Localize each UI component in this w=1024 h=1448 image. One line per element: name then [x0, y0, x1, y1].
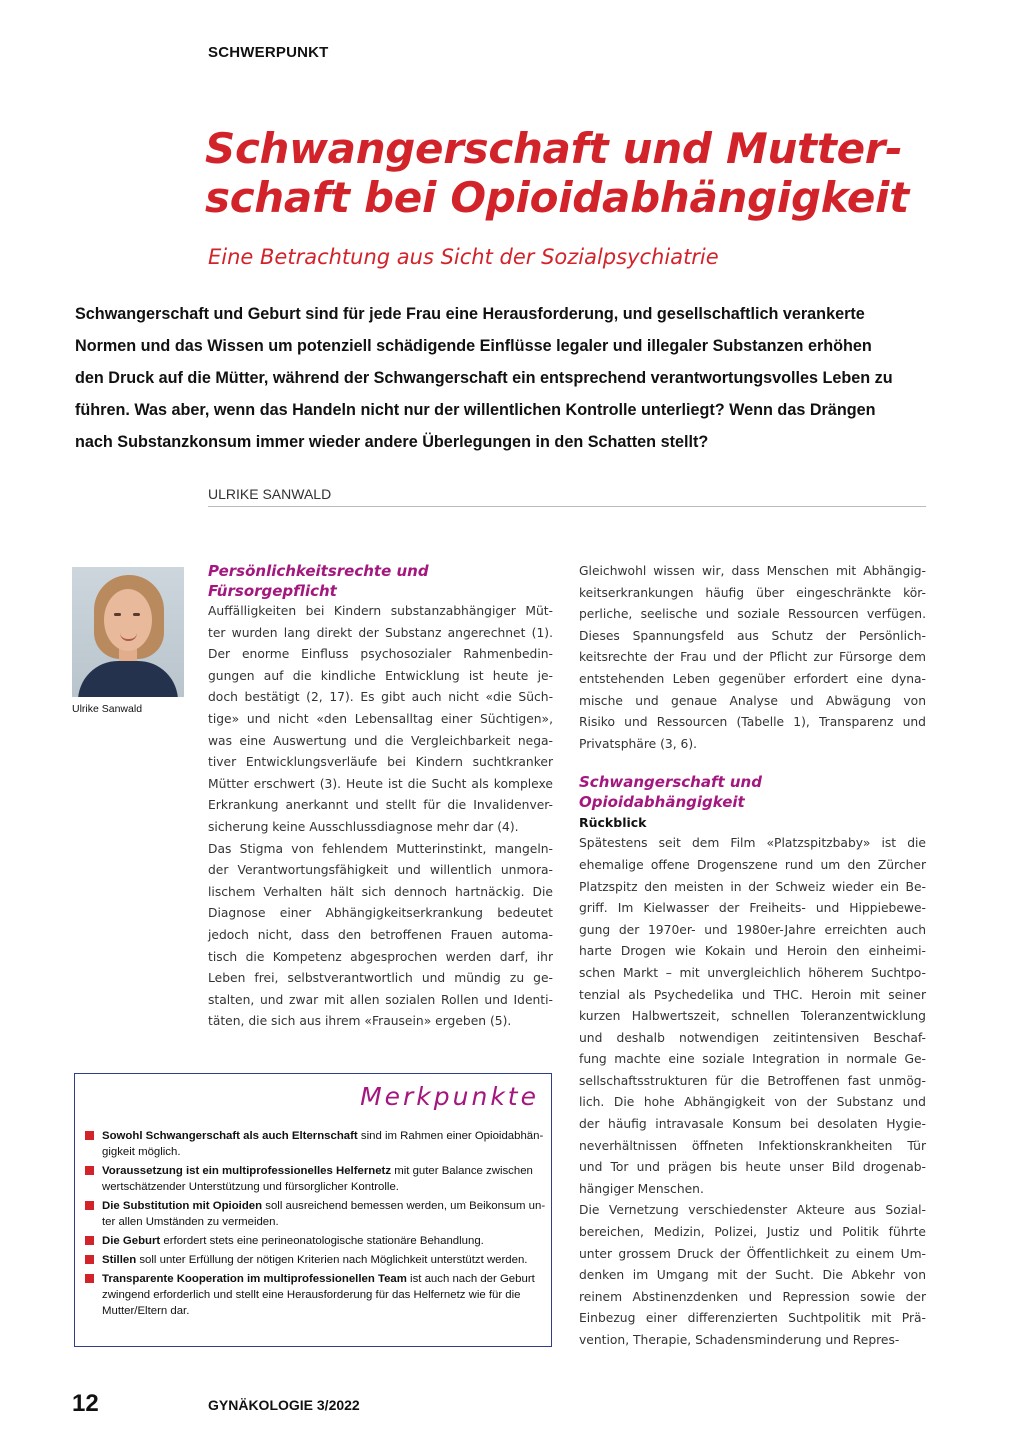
- text-line: und deshalb notwendigen zeitintensiven Beschaf-: [579, 1030, 926, 1045]
- merkpunkt-line: [102, 1163, 545, 1179]
- merkpunkt-line: Mutter/Eltern dar.: [102, 1305, 190, 1317]
- merkpunkt-line: wertschätzender Unterstützung und fürsorglicher Kontrolle.: [102, 1181, 399, 1193]
- text-line: tiver Entwicklungsverläufe bei Kindern suchtkranker: [208, 755, 553, 770]
- merkpunkt-line: [102, 1271, 545, 1287]
- column-intro: [579, 561, 926, 755]
- text-line: stalten, und zwar mit allen sozialen Rollen und Identi-: [208, 992, 553, 1007]
- merkpunkt-text: soll unter Erfüllung der nötigen Kriterien nach Möglichkeit unterstützt werden.: [136, 1254, 528, 1266]
- lead-line: führen. Was aber, wenn das Handeln nicht nur der willentlichen Kontrolle unterliegt? Wenn das Drängen: [75, 401, 876, 419]
- square-bullet-icon: [85, 1274, 94, 1283]
- heading-line: Fürsorgepflicht: [208, 582, 337, 600]
- text-line: Auffälligkeiten bei Kindern substanzabhängiger Müt-: [208, 604, 553, 618]
- divider: [208, 506, 926, 507]
- merkpunkt-text: soll ausreichend bemessen werden, um Beikonsum un-: [262, 1200, 546, 1212]
- author-photo: [72, 567, 184, 697]
- merkpunkte-title: Merkpunkte: [360, 1082, 539, 1111]
- merkpunkt-emphasis: Transparente Kooperation im multiprofessionellen Team: [102, 1273, 407, 1285]
- text-line: sellschaftsstrukturen für die Betroffenen fast unmög-: [579, 1073, 926, 1088]
- text-line: Dieses Spannungsfeld aus Schutz der Persönlich-: [579, 628, 926, 643]
- article-column-2: [579, 561, 926, 1352]
- text-line: entstehenden Leben gegenüber erfordert eine dyna-: [579, 671, 926, 686]
- column-body: [579, 833, 926, 1351]
- square-bullet-icon: [85, 1236, 94, 1245]
- journal-name: GYNÄKOLOGIE 3/2022: [208, 1397, 360, 1413]
- text-line: Privatsphäre (3, 6).: [579, 736, 698, 751]
- text-line: tenzial als Psychedelika und THC. Heroin mit seiner: [579, 987, 926, 1002]
- text-line: Risiko und Ressourcen (Tabelle 1), Transparenz und: [579, 715, 926, 730]
- text-line: Das Stigma von fehlendem Mutterinstinkt, mangeln-: [208, 841, 553, 856]
- merkpunkt-item: [85, 1163, 545, 1195]
- merkpunkt-emphasis: Sowohl Schwangerschaft als auch Elternschaft: [102, 1130, 358, 1142]
- section-heading: [208, 561, 553, 601]
- text-line: Der enorme Einfluss psychosozialer Rahmenbedin-: [208, 647, 553, 662]
- heading-line: Opioidabhängigkeit: [579, 793, 745, 812]
- merkpunkt-emphasis: Die Geburt: [102, 1235, 161, 1247]
- lead-line: den Druck auf die Mütter, während der Schwangerschaft ein entsprechend verantwortungsvolles Leben zu: [75, 369, 893, 387]
- text-line: tige» und nicht «den Lebensalltag einer Süchtigen»,: [208, 711, 553, 726]
- merkpunkt-emphasis: Stillen: [102, 1254, 137, 1266]
- text-line: Erkrankung anerkannt und stellt für die Invalidenver-: [208, 798, 553, 813]
- merkpunkt-emphasis: Voraussetzung ist ein multiprofessionelles Helfernetz: [102, 1165, 392, 1177]
- text-line: doch bestätigt (2, 17). Es gibt auch nicht «die Süch-: [208, 690, 553, 705]
- text-line: täten, die sich aus ihrem «Frausein» ergeben (5).: [208, 1014, 512, 1029]
- text-line: keitserkrankungen häufig über eingeschränkte kör-: [579, 585, 926, 600]
- article-title: [205, 124, 985, 222]
- photo-caption: Ulrike Sanwald: [72, 703, 143, 715]
- text-line: der häufig intravasale Konsum bei desolaten Hygie-: [579, 1117, 926, 1132]
- text-line: perliche, seelische und soziale Ressourcen verfügen.: [579, 607, 926, 622]
- text-line: lich. Die hohe Abhängigkeit von der Substanz und: [579, 1095, 926, 1110]
- merkpunkt-line: zwingend erforderlich und stellt eine Herausforderung für das Helfernetz wie für die: [102, 1289, 521, 1301]
- text-line: was eine Auswertung und die Vergleichbarkeit nega-: [208, 733, 553, 748]
- merkpunkt-item: [85, 1233, 545, 1249]
- heading-line: Schwangerschaft und: [579, 773, 762, 792]
- lead-line: Schwangerschaft und Geburt sind für jede Frau eine Herausforderung, und gesellschaftlich verankerte: [75, 305, 865, 323]
- merkpunkt-text: sind im Rahmen einer Opioidabhän-: [357, 1130, 544, 1142]
- merkpunkt-line: [102, 1252, 545, 1268]
- article-subtitle: Eine Betrachtung aus Sicht der Sozialpsychiatrie: [208, 245, 719, 269]
- text-line: jedoch nicht, dass den betroffenen Frauen automa-: [208, 927, 553, 942]
- merkpunkte-box: [74, 1073, 552, 1347]
- square-bullet-icon: [85, 1201, 94, 1210]
- text-line: neverhältnissen öffneten Infektionskrankheiten Tür: [579, 1138, 926, 1153]
- merkpunkt-line: [102, 1198, 545, 1214]
- title-line: schaft bei Opioidabhängigkeit: [205, 173, 909, 222]
- merkpunkt-emphasis: Die Substitution mit Opioiden: [102, 1200, 263, 1212]
- merkpunkt-item: [85, 1271, 545, 1319]
- text-line: gungen auf die kindliche Entwicklung ist heute je-: [208, 668, 553, 683]
- text-line: fung machte eine soziale Integration in normale Ge-: [579, 1052, 926, 1067]
- text-line: bereichen, Medizin, Polizei, Justiz und Politik führte: [579, 1225, 926, 1240]
- text-line: keitsrechte der Frau und der Pflicht zur Fürsorge dem: [579, 650, 926, 665]
- merkpunkt-line: [102, 1233, 545, 1249]
- text-line: vention, Therapie, Schadensminderung und Repres-: [579, 1333, 900, 1347]
- text-line: denken im Umgang mit der Sucht. Die Abkehr von: [579, 1268, 926, 1283]
- text-line: Leben frei, selbstverantwortlich und mündig zu ge-: [208, 971, 553, 986]
- text-line: ter wurden lang direkt der Substanz angerechnet (1).: [208, 625, 553, 640]
- merkpunkt-item: [85, 1198, 545, 1230]
- title-line: Schwangerschaft und Mutter-: [205, 124, 903, 173]
- merkpunkt-line: [102, 1128, 545, 1144]
- text-line: tisch die Kompetenz abgesprochen werden darf, ihr: [208, 949, 553, 964]
- text-line: harte Drogen wie Kokain und Heroin den einheimi-: [579, 944, 926, 959]
- article-column-1: [208, 561, 553, 1033]
- merkpunkt-text: erfordert stets eine perineonatologische stationäre Behandlung.: [160, 1235, 484, 1247]
- text-line: reinem Abstinenzdenken und Repression sowie der: [579, 1289, 926, 1304]
- merkpunkt-item: [85, 1252, 545, 1268]
- text-line: unter grossem Druck der Öffentlichkeit zu einem Um-: [579, 1246, 926, 1261]
- merkpunkt-text: mit guter Balance zwischen: [391, 1165, 533, 1177]
- merkpunkt-line: gigkeit möglich.: [102, 1146, 181, 1158]
- square-bullet-icon: [85, 1255, 94, 1264]
- text-line: und Tor und prägen bis heute unser Bild drogenab-: [579, 1160, 926, 1175]
- merkpunkte-list: [85, 1128, 545, 1322]
- section-label: SCHWERPUNKT: [208, 44, 329, 61]
- text-line: Platzspitz den meisten in der Schweiz wieder ein Be-: [579, 879, 926, 894]
- text-line: Gleichwohl wissen wir, dass Menschen mit Abhängig-: [579, 564, 926, 578]
- text-line: Die Vernetzung verschiedenster Akteure aus Sozial-: [579, 1203, 926, 1218]
- merkpunkt-text: ist auch nach der Geburt: [406, 1273, 535, 1285]
- text-line: Spätestens seit dem Film «Platzspitzbaby» ist die: [579, 836, 926, 851]
- text-line: ehemalige offene Drogenszene rund um den Zürcher: [579, 857, 926, 872]
- heading-line: Persönlichkeitsrechte und: [208, 562, 429, 580]
- merkpunkt-item: [85, 1128, 545, 1160]
- text-line: gung der 1970er- und 1980er-Jahre erreichten auch: [579, 922, 926, 937]
- text-line: Diagnose einer Abhängigkeitserkrankung bedeutet: [208, 906, 553, 921]
- page-number: 12: [72, 1390, 99, 1417]
- lead-line: Normen und das Wissen um potenziell schädigende Einflüsse legaler und illegaler Substanzen erhöhen: [75, 337, 872, 355]
- text-line: sicherung keine Ausschlussdiagnose mehr dar (4).: [208, 819, 519, 834]
- text-line: kurzen Halbwertszeit, schnellen Toleranzentwicklung: [579, 1009, 926, 1024]
- square-bullet-icon: [85, 1131, 94, 1140]
- column-body: [208, 601, 553, 1033]
- square-bullet-icon: [85, 1166, 94, 1175]
- text-line: Mütter erschwert (3). Heute ist die Sucht als komplexe: [208, 776, 553, 791]
- text-line: schen Markt – mit unvergleichlich höherem Suchtpo-: [579, 965, 926, 980]
- lead-paragraph: [75, 298, 935, 458]
- text-line: Einbezug einer differenzierten Suchtpolitik mit Prä-: [579, 1311, 926, 1326]
- text-line: hängiger Menschen.: [579, 1181, 704, 1196]
- section-heading: [579, 772, 926, 812]
- lead-line: nach Substanzkonsum immer wieder andere Überlegungen in den Schatten stellt?: [75, 433, 709, 451]
- subheading: Rückblick: [579, 815, 647, 831]
- author-name: ULRIKE SANWALD: [208, 486, 332, 502]
- text-line: der Verantwortungsfähigkeit und willentlich unmora-: [208, 863, 553, 878]
- text-line: lischem Verhalten hält sich dennoch hartnäckig. Die: [208, 884, 553, 899]
- merkpunkt-line: ter allen Umständen zu vermeiden.: [102, 1216, 279, 1228]
- text-line: mische und genaue Analyse und Abwägung von: [579, 693, 926, 708]
- text-line: griff. Im Kielwasser der Freiheits- und Hippiebewe-: [579, 901, 926, 916]
